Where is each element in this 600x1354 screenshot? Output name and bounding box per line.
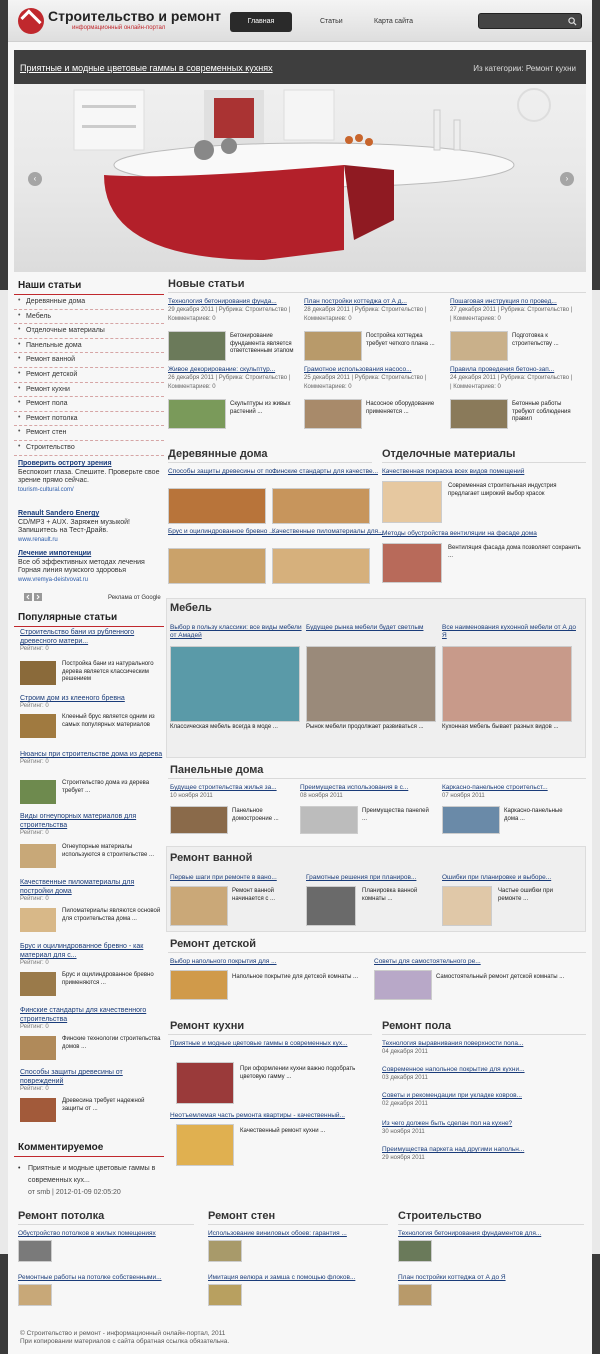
article-excerpt: Рынок мебели продолжает развиваться ... bbox=[306, 724, 424, 730]
new-article-card bbox=[304, 366, 440, 415]
logo-icon[interactable] bbox=[18, 8, 44, 34]
article-link[interactable]: Из чего должен быть сделан пол на кухне? bbox=[382, 1120, 513, 1127]
article-thumb[interactable] bbox=[272, 488, 370, 524]
ad-block bbox=[18, 460, 164, 494]
new-article-card bbox=[168, 366, 296, 415]
article-thumb[interactable] bbox=[442, 646, 572, 722]
article-link[interactable]: Правила проведения бетоно-зап... bbox=[450, 366, 555, 373]
ad-title[interactable]: Лечение импотенции bbox=[18, 550, 92, 557]
popular-rating: Рейтинг: 0 bbox=[20, 1086, 49, 1092]
article-excerpt: Бетонные работы требуют соблюдения правил bbox=[512, 401, 571, 422]
popular-link[interactable]: Виды огнеупорных материалов для строительства bbox=[20, 813, 137, 829]
article-excerpt: Вентиляция фасада дома позволяет сохранить ... bbox=[448, 545, 581, 559]
article-comments[interactable]: Комментариев: 0 bbox=[304, 316, 352, 322]
article-excerpt: Ремонт ванной начинается с ... bbox=[232, 888, 276, 902]
sidebar-item[interactable]: • Панельные дома bbox=[14, 339, 164, 354]
ceiling-card bbox=[18, 1274, 194, 1282]
site-header bbox=[8, 0, 592, 42]
article-thumb[interactable] bbox=[176, 1124, 234, 1166]
article-excerpt: Постройка коттеджа требует четкого плана ... bbox=[366, 333, 435, 347]
article-link[interactable]: Брус и оцилиндрованное бревно ... bbox=[168, 528, 275, 535]
slider-prev-icon[interactable]: ‹ bbox=[28, 172, 42, 186]
sidebar-item[interactable]: • Деревянные дома bbox=[14, 295, 164, 310]
article-thumb[interactable] bbox=[374, 970, 432, 1000]
footer-copyright: © Строительство и ремонт - информационный онлайн-портал, 2011 bbox=[20, 1330, 226, 1337]
slide-caption bbox=[14, 50, 586, 84]
sidebar-item[interactable]: • Ремонт кухни bbox=[14, 383, 164, 398]
kitchen-card bbox=[170, 1112, 374, 1134]
article-link[interactable]: Грамотные решения при планиров... bbox=[306, 874, 417, 881]
section-title: Новые статьи bbox=[168, 278, 245, 290]
article-thumb[interactable] bbox=[382, 481, 442, 523]
article-excerpt: При оформлении кухни важно подобрать цветовую гамму ... bbox=[240, 1066, 356, 1080]
ad-url[interactable]: www.renault.ru bbox=[18, 536, 58, 543]
popular-rating: Рейтинг: 0 bbox=[20, 896, 49, 902]
popular-excerpt: Строительство дома из дерева требует ... bbox=[62, 780, 150, 794]
ad-text: Беспокоит глаза. Спешите. Проверьте свое зрение прямо сейчас. bbox=[18, 468, 160, 484]
popular-excerpt: Брус и оцилиндрованное бревно применяются ... bbox=[62, 972, 154, 986]
article-link[interactable]: Живое декорирование: скульптур... bbox=[168, 366, 276, 373]
section-title: Ремонт детской bbox=[170, 938, 256, 950]
divider bbox=[208, 1224, 388, 1225]
divider bbox=[168, 778, 586, 779]
sidebar-item[interactable]: • Ремонт потолка bbox=[14, 412, 164, 427]
article-link[interactable]: Современное напольное покрытие для кухни... bbox=[382, 1066, 525, 1073]
article-date: 29 ноября 2011 bbox=[382, 1155, 425, 1161]
slide-title[interactable]: Приятные и модные цветовые гаммы в современных кухнях bbox=[20, 63, 273, 73]
kids-card bbox=[170, 958, 370, 980]
slide-category[interactable]: Из категории: Ремонт кухни bbox=[473, 64, 576, 73]
article-excerpt: Преимущества панелей ... bbox=[362, 808, 429, 822]
sidebar-commented bbox=[14, 1138, 164, 1199]
article-thumb[interactable] bbox=[170, 886, 228, 926]
sidebar-title: Популярные статьи bbox=[14, 608, 164, 627]
article-meta: 25 декабря 2011 | Рубрика: Строительство | bbox=[304, 375, 427, 381]
article-link[interactable]: Финские стандарты для качестве... bbox=[272, 468, 379, 475]
article-excerpt: Каркасно-панельные дома ... bbox=[504, 808, 563, 822]
popular-link[interactable]: Строительство бани из рубленного древесного матери... bbox=[20, 629, 135, 645]
popular-link[interactable]: Способы защиты древесины от повреждений bbox=[20, 1069, 123, 1085]
article-thumb[interactable] bbox=[170, 646, 300, 722]
popular-item bbox=[20, 878, 164, 922]
divider bbox=[168, 952, 586, 953]
article-comments[interactable]: Комментариев: 0 bbox=[304, 384, 352, 390]
sidebar-our-articles bbox=[14, 276, 164, 456]
popular-item bbox=[20, 1068, 164, 1112]
slider-next-icon[interactable]: › bbox=[560, 172, 574, 186]
ad-url[interactable]: www.vremya-deistvovat.ru bbox=[18, 576, 89, 583]
article-meta: 28 декабря 2011 | Рубрика: Строительство | bbox=[304, 307, 427, 313]
article-link[interactable]: Ошибки при планировке и выборе... bbox=[442, 874, 552, 881]
popular-link[interactable]: Строим дом из клееного бревна bbox=[20, 695, 125, 702]
ad-url[interactable]: tourism-cultural.com/ bbox=[18, 486, 74, 493]
article-link[interactable]: Использование виниловых обоев: гарантия ... bbox=[208, 1230, 347, 1237]
kids-card bbox=[374, 958, 584, 980]
search-box bbox=[478, 13, 582, 29]
article-link[interactable]: Технология выравнивания поверхности пола... bbox=[382, 1040, 524, 1047]
article-link[interactable]: Будущее рынка мебели будет светлым bbox=[306, 624, 424, 631]
article-link[interactable]: Обустройство потолков в жилых помещениях bbox=[18, 1230, 156, 1237]
furniture-card bbox=[442, 624, 582, 730]
ad-block bbox=[18, 550, 164, 584]
popular-rating: Рейтинг: 0 bbox=[20, 646, 49, 652]
popular-rating: Рейтинг: 0 bbox=[20, 830, 49, 836]
article-link[interactable]: Выбор напольного покрытия для ... bbox=[170, 958, 277, 965]
footer-notice: При копировании материалов с сайта обратная ссылка обязательна. bbox=[20, 1338, 230, 1345]
article-link[interactable]: Технология бетонирования фундаментов для... bbox=[398, 1230, 542, 1237]
popular-thumb[interactable] bbox=[20, 972, 56, 996]
sidebar-item[interactable]: • Мебель bbox=[14, 310, 164, 325]
article-link[interactable]: Преимущества паркета над другими напольн... bbox=[382, 1146, 525, 1153]
commented-link[interactable]: Приятные и модные цветовые гаммы в современных кух... bbox=[28, 1165, 156, 1184]
article-thumb[interactable] bbox=[168, 488, 266, 524]
popular-link[interactable]: Брус и оцилиндрованное бревно - как материал для с... bbox=[20, 943, 144, 959]
article-excerpt: Планировка ванной комнаты ... bbox=[362, 888, 418, 902]
article-excerpt: Подготовка к строительству ... bbox=[512, 333, 559, 347]
article-thumb[interactable] bbox=[304, 331, 362, 361]
article-thumb[interactable] bbox=[208, 1240, 242, 1262]
article-link[interactable]: Ремонтные работы на потолке собственными... bbox=[18, 1274, 162, 1281]
popular-item bbox=[20, 628, 164, 682]
sidebar-item[interactable]: • Строительство bbox=[14, 441, 164, 456]
sidebar-item[interactable]: • Отделочные материалы bbox=[14, 324, 164, 339]
floor-item bbox=[382, 1040, 586, 1057]
popular-thumb[interactable] bbox=[20, 780, 56, 804]
popular-link[interactable]: Качественные пиломатериалы для постройки дома bbox=[20, 879, 135, 895]
popular-thumb[interactable] bbox=[20, 661, 56, 685]
article-excerpt: Панельное домостроение ... bbox=[232, 808, 279, 822]
article-thumb[interactable] bbox=[18, 1240, 52, 1262]
section-title: Деревянные дома bbox=[168, 448, 268, 460]
article-link[interactable]: Выбор в пользу классики: все виды мебели от Амадей bbox=[170, 624, 302, 639]
section-title: Мебель bbox=[170, 602, 212, 614]
panel-house-card bbox=[170, 784, 296, 822]
article-meta: 29 декабря 2011 | Рубрика: Строительство | bbox=[168, 307, 291, 313]
article-link[interactable]: Пошаговая инструкция по провед... bbox=[450, 298, 557, 305]
article-link[interactable]: Приятные и модные цветовые гаммы в современных кух... bbox=[170, 1040, 348, 1047]
article-link[interactable]: Преимущества использования в с... bbox=[300, 784, 409, 791]
article-link[interactable]: План постройки коттеджа от А до Я bbox=[398, 1274, 506, 1281]
bathroom-card bbox=[306, 874, 440, 902]
article-excerpt: Современная строительная индустрия предлагает широкий выбор красок bbox=[448, 483, 557, 497]
article-thumb[interactable] bbox=[300, 806, 358, 834]
search-input[interactable] bbox=[483, 16, 567, 26]
divider bbox=[168, 292, 586, 293]
new-article-card bbox=[450, 298, 586, 347]
sidebar-item[interactable]: • Ремонт детской bbox=[14, 368, 164, 383]
article-date: 10 ноября 2011 bbox=[170, 793, 213, 799]
article-link[interactable]: Советы для самостоятельного ре... bbox=[374, 958, 481, 965]
floor-item bbox=[382, 1120, 586, 1137]
furniture-card bbox=[170, 624, 302, 730]
article-link[interactable]: План постройки коттеджа от А д... bbox=[304, 298, 407, 305]
bullet: • bbox=[18, 1165, 21, 1172]
section-title: Ремонт пола bbox=[382, 1020, 452, 1032]
popular-excerpt: Постройка бани из натурального дерева является классическим решением bbox=[62, 661, 154, 682]
article-thumb[interactable] bbox=[208, 1284, 242, 1306]
article-date: 07 ноября 2011 bbox=[442, 793, 485, 799]
divider bbox=[168, 1034, 372, 1035]
article-link[interactable]: Будущее строительства жилья за... bbox=[170, 784, 277, 791]
article-excerpt: Насосное оборудование применяется ... bbox=[366, 401, 435, 415]
article-thumb[interactable] bbox=[398, 1284, 432, 1306]
article-meta: 26 декабря 2011 | Рубрика: Строительство | bbox=[168, 375, 291, 381]
article-meta: 27 декабря 2011 | Рубрика: Строительство | bbox=[450, 307, 573, 313]
popular-link[interactable]: Нюансы при строительстве дома из дерева bbox=[20, 751, 163, 758]
article-link[interactable]: Качественные пиломатериалы для... bbox=[272, 528, 384, 535]
divider bbox=[18, 1224, 194, 1225]
popular-excerpt: Пиломатериалы являются основой для строительства дома ... bbox=[62, 908, 161, 922]
article-meta: 24 декабря 2011 | Рубрика: Строительство | bbox=[450, 375, 573, 381]
popular-excerpt: Огнеупорные материалы используются в строительстве ... bbox=[62, 844, 155, 858]
sidebar-item[interactable]: • Ремонт стен bbox=[14, 426, 164, 441]
category-list bbox=[14, 295, 164, 456]
article-date: 04 декабря 2011 bbox=[382, 1049, 428, 1055]
article-thumb[interactable] bbox=[306, 886, 356, 926]
article-thumb[interactable] bbox=[450, 399, 508, 429]
sidebar-item[interactable]: • Ремонт ванной bbox=[14, 353, 164, 368]
divider bbox=[382, 1034, 586, 1035]
popular-thumb[interactable] bbox=[20, 908, 56, 932]
finishing-card bbox=[382, 468, 586, 497]
article-link[interactable]: Имитация велюра и замша с помощью флоков... bbox=[208, 1274, 356, 1281]
popular-rating: Рейтинг: 0 bbox=[20, 703, 49, 709]
panel-house-card bbox=[300, 784, 438, 822]
article-thumb[interactable] bbox=[398, 1240, 432, 1262]
article-date: 02 декабря 2011 bbox=[382, 1101, 428, 1107]
wooden-card bbox=[272, 528, 384, 536]
walls-card bbox=[208, 1274, 388, 1282]
article-thumb[interactable] bbox=[168, 548, 266, 584]
article-link[interactable]: Неотъемлемая часть ремонта квартиры - качественный... bbox=[170, 1112, 345, 1119]
article-link[interactable]: Первые шаги при ремонте в вано... bbox=[170, 874, 277, 881]
popular-item bbox=[20, 812, 164, 858]
wooden-card bbox=[168, 468, 278, 476]
wooden-card bbox=[168, 528, 275, 536]
sidebar-title: Наши статьи bbox=[14, 276, 164, 295]
divider bbox=[168, 462, 372, 463]
site-title[interactable]: Строительство и ремонт bbox=[48, 8, 222, 24]
ceiling-card bbox=[18, 1230, 194, 1238]
popular-item bbox=[20, 750, 164, 794]
ads-by-google[interactable]: Реклама от Google bbox=[108, 595, 161, 601]
building-card bbox=[398, 1274, 584, 1282]
article-thumb[interactable] bbox=[450, 331, 508, 361]
article-link[interactable]: Все наименования кухонной мебели от А до Я bbox=[442, 624, 576, 639]
site-subtitle: информационный онлайн-портал bbox=[72, 25, 166, 31]
article-thumb[interactable] bbox=[168, 331, 226, 361]
popular-excerpt: Древесина требует надежной защиты от ... bbox=[62, 1098, 145, 1112]
new-article-card bbox=[168, 298, 296, 354]
article-link[interactable]: Технология бетонирования фунда... bbox=[168, 298, 277, 305]
popular-excerpt: Финские технологии строительства домов ... bbox=[62, 1036, 161, 1050]
popular-rating: Рейтинг: 0 bbox=[20, 759, 49, 765]
wooden-card bbox=[272, 468, 379, 476]
nav-articles[interactable]: Статьи bbox=[320, 18, 343, 25]
sidebar-title: Комментируемое bbox=[14, 1138, 164, 1157]
ad-nav-arrows-icon[interactable] bbox=[24, 593, 42, 601]
nav-sitemap[interactable]: Карта сайта bbox=[374, 18, 413, 25]
article-link[interactable]: Методы обустройства вентиляции на фасаде дома bbox=[382, 530, 537, 537]
building-card bbox=[398, 1230, 584, 1238]
popular-item bbox=[20, 942, 164, 986]
section-title: Ремонт ванной bbox=[170, 852, 253, 864]
ad-block bbox=[18, 510, 164, 544]
divider bbox=[382, 462, 586, 463]
popular-thumb[interactable] bbox=[20, 1036, 56, 1060]
article-thumb[interactable] bbox=[442, 806, 500, 834]
commented-item bbox=[14, 1157, 164, 1199]
article-date: 03 декабря 2011 bbox=[382, 1075, 428, 1081]
kitchen-card bbox=[170, 1040, 374, 1080]
article-comments[interactable]: | Комментариев: 0 bbox=[450, 384, 501, 390]
article-excerpt: Качественный ремонт кухни ... bbox=[240, 1128, 326, 1134]
bathroom-card bbox=[170, 874, 300, 902]
article-excerpt: Бетонирование фундамента является ответственным этапом bbox=[230, 333, 294, 354]
popular-rating: Рейтинг: 0 bbox=[20, 1024, 49, 1030]
walls-card bbox=[208, 1230, 388, 1238]
article-thumb[interactable] bbox=[176, 1062, 234, 1104]
article-thumb[interactable] bbox=[18, 1284, 52, 1306]
section-title: Ремонт потолка bbox=[18, 1210, 105, 1222]
floor-item bbox=[382, 1092, 586, 1109]
ad-title[interactable]: Renault Sandero Energy bbox=[18, 510, 100, 517]
article-link[interactable]: Способы защиты древесины от по... bbox=[168, 468, 278, 475]
article-thumb[interactable] bbox=[272, 548, 370, 584]
popular-thumb[interactable] bbox=[20, 1098, 56, 1122]
article-comments[interactable]: | Комментариев: 0 bbox=[450, 316, 501, 322]
section-title: Отделочные материалы bbox=[382, 448, 516, 460]
article-excerpt: Напольное покрытие для детской комнаты ... bbox=[232, 974, 359, 980]
popular-rating: Рейтинг: 0 bbox=[20, 960, 49, 966]
article-excerpt: Частые ошибки при ремонте ... bbox=[498, 888, 553, 902]
article-excerpt: Кухонная мебель бывает разных видов ... bbox=[442, 724, 559, 730]
ad-text: Все об эффективных методах лечения Горная линия мужского здоровья bbox=[18, 558, 145, 574]
article-thumb[interactable] bbox=[170, 806, 228, 834]
popular-thumb[interactable] bbox=[20, 844, 56, 868]
panel-house-card bbox=[442, 784, 582, 822]
article-link[interactable]: Каркасно-панельное строительст... bbox=[442, 784, 548, 791]
featured-slider[interactable] bbox=[14, 50, 586, 272]
article-thumb[interactable] bbox=[306, 646, 436, 722]
content-wrapper bbox=[8, 0, 592, 1354]
site-footer bbox=[14, 1326, 586, 1348]
new-article-card bbox=[450, 366, 586, 422]
popular-item bbox=[20, 694, 164, 728]
article-link[interactable]: Советы и рекомендации при укладке ковров... bbox=[382, 1092, 522, 1099]
article-date: 30 ноября 2011 bbox=[382, 1129, 425, 1135]
commented-by: от smb | 2012-01-09 02:05:20 bbox=[28, 1189, 121, 1196]
popular-link[interactable]: Финские стандарты для качественного строительства bbox=[20, 1007, 147, 1023]
nav-home[interactable]: Главная bbox=[230, 12, 292, 32]
article-excerpt: Классическая мебель всегда в моде ... bbox=[170, 724, 278, 730]
article-thumb[interactable] bbox=[442, 886, 492, 926]
section-title: Ремонт стен bbox=[208, 1210, 276, 1222]
article-thumb[interactable] bbox=[304, 399, 362, 429]
popular-thumb[interactable] bbox=[20, 714, 56, 738]
ad-title[interactable]: Проверить остроту зрения bbox=[18, 460, 112, 467]
section-title: Строительство bbox=[398, 1210, 482, 1222]
article-comments[interactable]: Комментариев: 0 bbox=[168, 316, 216, 322]
floor-item bbox=[382, 1066, 586, 1083]
floor-item bbox=[382, 1146, 586, 1163]
article-thumb[interactable] bbox=[382, 543, 442, 583]
popular-excerpt: Клееный брус является одним из самых популярных материалов bbox=[62, 714, 155, 728]
sidebar-popular bbox=[14, 608, 164, 627]
article-link[interactable]: Качественная покраска всех видов помещений bbox=[382, 468, 525, 475]
article-date: 08 ноября 2011 bbox=[300, 793, 343, 799]
article-thumb[interactable] bbox=[168, 399, 226, 429]
article-link[interactable]: Грамотное использования насосо... bbox=[304, 366, 412, 373]
finishing-card bbox=[382, 530, 586, 559]
popular-item bbox=[20, 1006, 164, 1050]
section-title: Ремонт кухни bbox=[170, 1020, 245, 1032]
divider bbox=[398, 1224, 584, 1225]
article-excerpt: Самостоятельный ремонт детской комнаты ... bbox=[436, 974, 565, 980]
sidebar-item[interactable]: • Ремонт пола bbox=[14, 397, 164, 412]
article-comments[interactable]: Комментариев: 0 bbox=[168, 384, 216, 390]
article-excerpt: Скульптуры из живых растений ... bbox=[230, 401, 291, 415]
ad-text: CD/MP3 + AUX. Заряжен музыкой! Запишитесь на Тест-Драйв. bbox=[18, 518, 130, 534]
search-icon[interactable] bbox=[568, 17, 577, 26]
new-article-card bbox=[304, 298, 440, 347]
furniture-card bbox=[306, 624, 438, 730]
section-title: Панельные дома bbox=[170, 764, 264, 776]
bathroom-card bbox=[442, 874, 582, 902]
article-thumb[interactable] bbox=[170, 970, 228, 1000]
